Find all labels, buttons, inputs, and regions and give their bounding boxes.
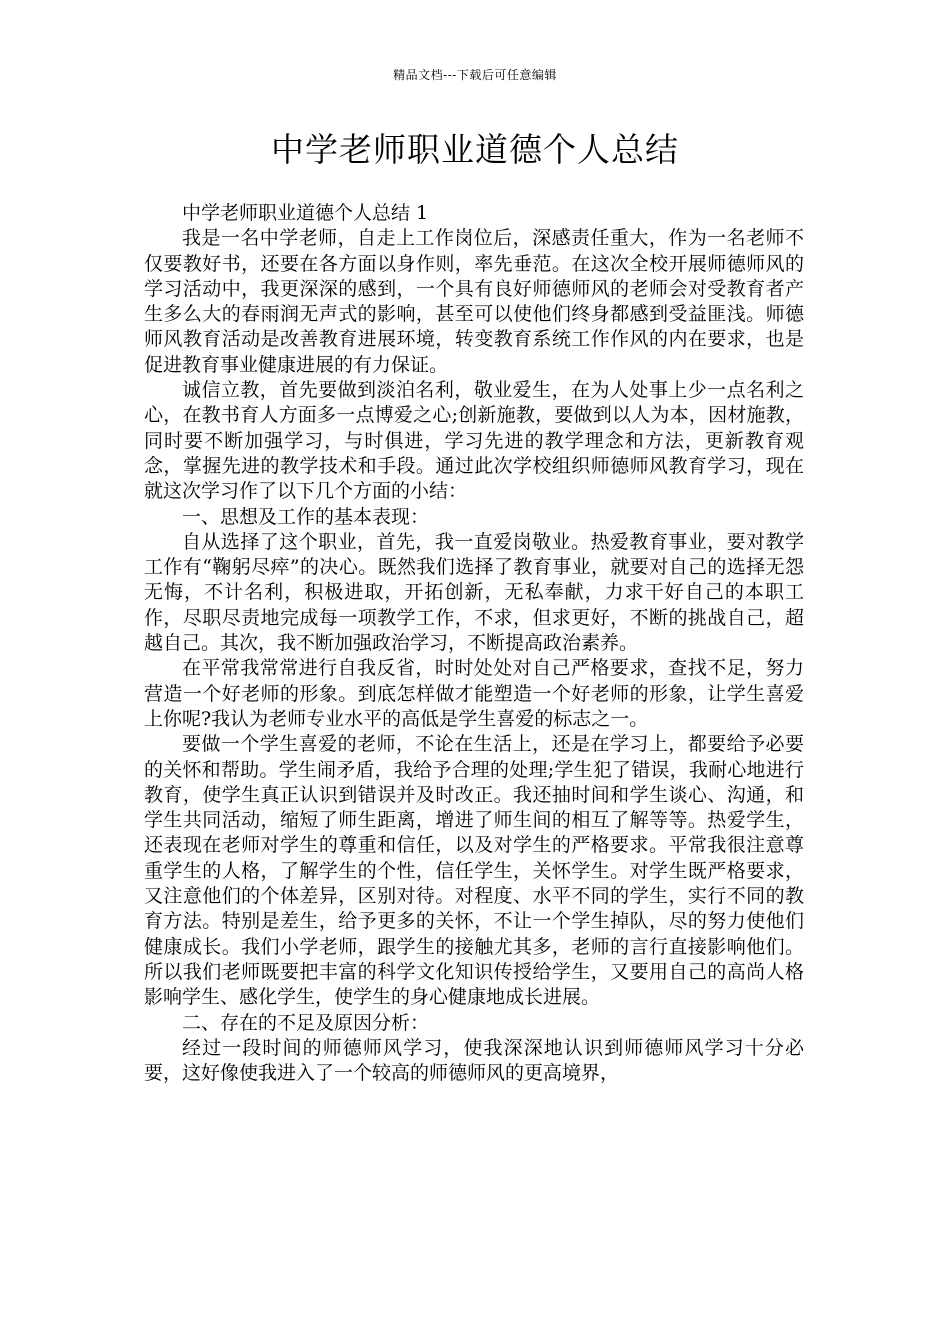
section-heading: 一、思想及工作的基本表现： [182, 505, 430, 528]
section-heading: 二、存在的不足及原因分析： [182, 1011, 430, 1034]
header-note: 精品文档---下载后可任意编辑 [393, 68, 557, 82]
paragraph: 经过一段时间的师德师风学习，使我深深地认识到师德师风学习十分必要，这好像使我进入了一个较高的师德师风的更高境界， [144, 1036, 804, 1085]
paragraph: 我是一名中学老师，自走上工作岗位后，深感责任重大，作为一名老师不仅要教好书，还要在各方面以身作则，率先垂范。在这次全校开展师德师风的学习活动中，我更深深的感到，一个具有良好师德师风的老师会对受教育者产生多么大的春雨润无声式的影响，甚至可以使他们终身都感到受益匪浅。师德师风教育活动是改善教育进展环境，转变教育系统工作作风的内在要求，也是促进教育事业健康进展的有力保证。 [144, 227, 804, 376]
document-title: 中学老师职业道德个人总结 [271, 130, 679, 169]
paragraph: 在平常我常常进行自我反省，时时处处对自己严格要求，查找不足，努力营造一个好老师的形象。到底怎样做才能塑造一个好老师的形象，让学生喜爱上你呢?我认为老师专业水平的高低是学生喜爱的标志之一。 [144, 657, 804, 730]
paragraph: 诚信立教，首先要做到淡泊名利，敬业爱生，在为人处事上少一点名利之心，在教书育人方面多一点博爱之心;创新施教，要做到以人为本，因材施教，同时要不断加强学习，与时俱进，学习先进的教学理念和方法，更新教育观念，掌握先进的教学技术和手段。通过此次学校组织师德师风教育学习，现在就这次学习作了以下几个方面的小结： [144, 379, 804, 503]
paragraph: 自从选择了这个职业，首先，我一直爱岗敬业。热爱教育事业，要对教学工作有“鞠躬尽瘁”的决心。既然我们选择了教育事业，就要对自己的选择无怨无悔，不计名利，积极进取，开拓创新，无私奉献，力求干好自己的本职工作，尽职尽责地完成每一项教学工作，不求，但求更好，不断的挑战自己，超越自己。其次，我不断加强政治学习，不断提高政治素养。 [144, 530, 804, 655]
paragraph-subtitle: 中学老师职业道德个人总结 1 [182, 202, 429, 224]
document-body [144, 201, 804, 1086]
paragraph: 要做一个学生喜爱的老师，不论在生活上，还是在学习上，都要给予必要的关怀和帮助。学生闹矛盾，我给予合理的处理;学生犯了错误，我耐心地进行教育，使学生真正认识到错误并及时改正。我还抽时间和学生谈心、沟通，和学生共同活动，缩短了师生距离，增进了师生间的相互了解等等。热爱学生，还表现在老师对学生的尊重和信任，以及对学生的严格要求。平常我很注意尊重学生的人格，了解学生的个性，信任学生，关怀学生。对学生既严格要求，又注意他们的个体差异，区别对待。对程度、水平不同的学生，实行不同的教育方法。特别是差生，给予更多的关怀，不让一个学生掉队，尽的努力使他们健康成长。我们小学老师，跟学生的接触尤其多，老师的言行直接影响他们。所以我们老师既要把丰富的科学文化知识传授给学生，又要用自己的高尚人格影响学生、感化学生，使学生的身心健康地成长进展。 [144, 733, 804, 1009]
